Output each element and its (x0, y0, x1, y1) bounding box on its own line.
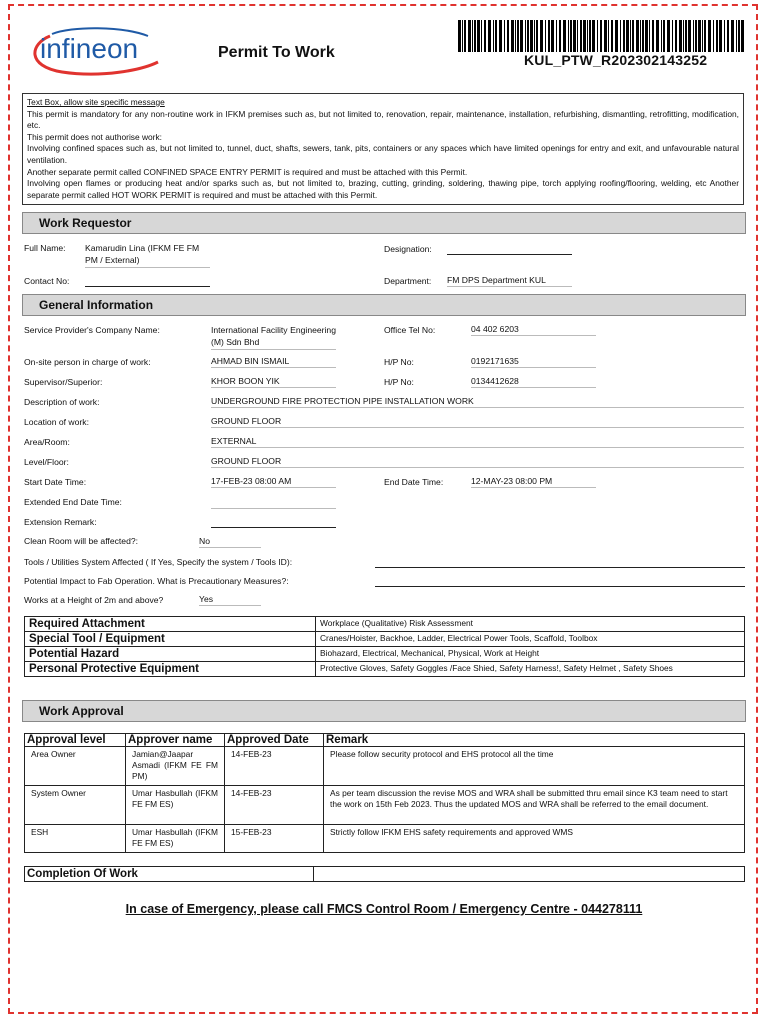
barcode-bar (667, 20, 670, 52)
approval-table (24, 733, 745, 853)
column-header: Approver name (126, 734, 225, 747)
approved-date: 15-FEB-23 (225, 825, 324, 853)
barcode-bar (527, 20, 529, 52)
table-row (25, 647, 745, 662)
hp2-label: H/P No: (384, 377, 414, 387)
barcode-bar (623, 20, 625, 52)
approval-level: Area Owner (25, 747, 126, 786)
hp1-label: H/P No: (384, 357, 414, 367)
tools-field (375, 567, 745, 568)
impact-label: Potential Impact to Fab Operation. What is Precautionary Measures?: (24, 576, 289, 586)
barcode-bar (685, 20, 687, 52)
description-label: Description of work: (24, 397, 100, 407)
barcode-bar (724, 20, 725, 52)
clean-room-label: Clean Room will be affected?: (24, 536, 139, 546)
barcode-bar (713, 20, 714, 52)
approver-name: Jamian@Jaapar Asmadi (IFKM FE FM PM) (126, 747, 225, 786)
barcode-bar (611, 20, 613, 52)
barcode-bar (481, 20, 482, 52)
barcode-bar (661, 20, 662, 52)
requirements-table (24, 616, 745, 677)
barcode-bar (656, 20, 659, 52)
barcode-bar (472, 20, 473, 52)
contact-label: Contact No: (24, 276, 70, 286)
infineon-logo (22, 22, 162, 80)
completion-table (24, 866, 745, 882)
barcode-bar (716, 20, 718, 52)
requirement-value: Workplace (Qualitative) Risk Assessment (316, 617, 745, 632)
barcode-bar (608, 20, 609, 52)
designation-label: Designation: (384, 244, 432, 254)
approved-date: 14-FEB-23 (225, 747, 324, 786)
column-header: Remark (324, 734, 745, 747)
message-line: Involving open flames or producing heat and/or sparks such as, but not limited to, brazing, cutting, grinding, soldering, thawing pipe, torch applying roofing/flooring, welding, etc Another separate permit called HOT WORK PERMIT is required and must be attached with this Permit. (27, 178, 739, 200)
table-row (25, 617, 745, 632)
page-title: Permit To Work (218, 44, 335, 61)
barcode-bar (741, 20, 744, 52)
barcode-bar (587, 20, 588, 52)
table-row (25, 825, 745, 853)
barcode-bar (630, 20, 631, 52)
barcode-bar (675, 20, 677, 52)
barcode-bar (683, 20, 684, 52)
barcode-bar (702, 20, 703, 52)
message-line: Involving confined spaces such as, but not limited to, tunnel, duct, shafts, sewers, tank, pits, containers or any spaces which have limited openings for entry and exit, and unfavourable natural ventilation. (27, 143, 739, 165)
barcode-bar (534, 20, 535, 52)
approval-level: System Owner (25, 786, 126, 825)
barcode-bar (592, 20, 595, 52)
barcode-bar (688, 20, 691, 52)
barcode-bar (477, 20, 480, 52)
barcode-bar (626, 20, 629, 52)
requirement-label: Potential Hazard (25, 647, 316, 662)
barcode-bar (559, 20, 561, 52)
barcode-bar (525, 20, 526, 52)
full-name-value: Kamarudin Lina (IFKM FE FM PM / External) (85, 242, 210, 268)
start-label: Start Date Time: (24, 477, 87, 487)
barcode-bar (719, 20, 722, 52)
barcode-bar (649, 20, 650, 52)
message-line: Another separate permit called CONFINED SPACE ENTRY PERMIT is required and must be attached with this Permit. (27, 166, 468, 177)
full-name-label: Full Name: (24, 243, 66, 253)
approval-level: ESH (25, 825, 126, 853)
barcode-bar (536, 20, 538, 52)
approval-remark: As per team discussion the revise MOS and WRA shall be submitted thru email since K3 team need to start the work on 15th Feb 2023. Thus the updated MOS and WRA shall be referred to the email document. (324, 786, 745, 825)
clean-room-value: No (199, 536, 261, 548)
barcode-bar (504, 20, 505, 52)
office-tel-value: 04 402 6203 (471, 324, 596, 336)
message-heading: Text Box, allow site specific message (27, 97, 165, 107)
contact-field (85, 286, 210, 287)
barcode-bar (507, 20, 509, 52)
site-message-box (22, 93, 744, 205)
barcode-bar (632, 20, 634, 52)
barcode-bar (693, 20, 694, 52)
impact-field (375, 586, 745, 587)
barcode-bar (570, 20, 572, 52)
barcode-bar (731, 20, 734, 52)
hp1-value: 0192171635 (471, 356, 596, 368)
barcode-bar (488, 20, 491, 52)
ext-remark-field (211, 527, 336, 528)
level-value: GROUND FLOOR (211, 456, 744, 468)
supervisor-label: Supervisor/Superior: (24, 377, 103, 387)
tools-label: Tools / Utilities System Affected ( If Yes, Specify the system / Tools ID): (24, 557, 293, 567)
barcode-bar (462, 20, 463, 52)
table-row (25, 662, 745, 677)
message-line: This permit is mandatory for any non-routine work in IFKM premises such as, but not limited to, renovation, repair, maintenance, installation, refurbishing, dismantling, retrofitting, modification, etc. (27, 108, 739, 131)
location-value: GROUND FLOOR (211, 416, 744, 428)
completion-value (314, 867, 745, 882)
end-label: End Date Time: (384, 477, 444, 487)
barcode-bar (583, 20, 586, 52)
requirement-value: Protective Gloves, Safety Goggles /Face Shied, Safety Harness!, Safety Helmet , Safety Shoes (316, 662, 745, 677)
level-label: Level/Floor: (24, 457, 69, 467)
area-label: Area/Room: (24, 437, 70, 447)
barcode-bar (458, 20, 461, 52)
barcode-bar (515, 20, 516, 52)
emergency-notice (0, 902, 768, 916)
column-header: Approved Date (225, 734, 324, 747)
department-label: Department: (384, 276, 432, 286)
barcode-bar (589, 20, 591, 52)
barcode-bar (727, 20, 729, 52)
end-value: 12-MAY-23 08:00 PM (471, 476, 596, 488)
barcode-bar (672, 20, 673, 52)
barcode-bar (511, 20, 514, 52)
barcode-bar (468, 20, 471, 52)
barcode-bar (545, 20, 546, 52)
hp2-value: 0134412628 (471, 376, 596, 388)
barcode-bar (520, 20, 523, 52)
approved-date: 14-FEB-23 (225, 786, 324, 825)
barcode-bar (484, 20, 486, 52)
barcode-bar (604, 20, 607, 52)
description-value: UNDERGROUND FIRE PROTECTION PIPE INSTALLATION WORK (211, 396, 744, 408)
section-work-approval: Work Approval (22, 700, 746, 722)
barcode-bar (663, 20, 665, 52)
barcode-bar (615, 20, 618, 52)
barcode-bar (652, 20, 654, 52)
barcode-bar (577, 20, 578, 52)
barcode-bar (640, 20, 641, 52)
onsite-label: On-site person in charge of work: (24, 357, 151, 367)
table-header-row (25, 734, 745, 747)
department-value: FM DPS Department KUL (447, 275, 572, 287)
requirement-value: Cranes/Hoister, Backhoe, Ladder, Electrical Power Tools, Scaffold, Toolbox (316, 632, 745, 647)
height-value: Yes (199, 594, 261, 606)
barcode-bar (474, 20, 476, 52)
barcode-bar (551, 20, 554, 52)
logo-text: infineon (40, 33, 139, 64)
barcode-bar (695, 20, 697, 52)
requirement-label: Personal Protective Equipment (25, 662, 316, 677)
barcode-bar (738, 20, 740, 52)
ext-remark-label: Extension Remark: (24, 517, 97, 527)
table-row (25, 867, 745, 882)
ext-end-label: Extended End Date Time: (24, 497, 122, 507)
onsite-value: AHMAD BIN ISMAIL (211, 356, 336, 368)
approver-name: Umar Hasbullah (IFKM FE FM ES) (126, 786, 225, 825)
barcode-bar (540, 20, 543, 52)
start-value: 17-FEB-23 08:00 AM (211, 476, 336, 488)
barcode-bar (517, 20, 519, 52)
designation-field (447, 254, 572, 255)
barcode-bar (642, 20, 644, 52)
barcode-bar (495, 20, 497, 52)
column-header: Approval level (25, 734, 126, 747)
section-general-information: General Information (22, 294, 746, 316)
barcode (456, 20, 744, 54)
company-label: Service Provider's Company Name: (24, 325, 160, 335)
barcode-bar (698, 20, 701, 52)
barcode-bar (636, 20, 639, 52)
supervisor-value: KHOR BOON YIK (211, 376, 336, 388)
emergency-text: In case of Emergency, please call FMCS Control Room / Emergency Centre - 044278111 (125, 902, 643, 916)
permit-number: KUL_PTW_R202302143252 (524, 52, 708, 68)
barcode-bar (580, 20, 582, 52)
barcode-bar (556, 20, 557, 52)
table-row (25, 632, 745, 647)
requirement-label: Required Attachment (25, 617, 316, 632)
barcode-bar (679, 20, 682, 52)
requirement-label: Special Tool / Equipment (25, 632, 316, 647)
area-value: EXTERNAL (211, 436, 744, 448)
approval-remark: Please follow security protocol and EHS protocol all the time (324, 747, 745, 786)
barcode-bar (563, 20, 566, 52)
section-work-requestor: Work Requestor (22, 212, 746, 234)
barcode-bar (568, 20, 569, 52)
ext-end-field (211, 508, 336, 509)
barcode-bar (736, 20, 737, 52)
barcode-bar (530, 20, 533, 52)
barcode-bar (645, 20, 648, 52)
approval-remark: Strictly follow IFKM EHS safety requirements and approved WMS (324, 825, 745, 853)
barcode-bar (464, 20, 466, 52)
barcode-bar (548, 20, 550, 52)
table-row (25, 747, 745, 786)
office-tel-label: Office Tel No: (384, 325, 436, 335)
location-label: Location of work: (24, 417, 89, 427)
height-label: Works at a Height of 2m and above? (24, 595, 164, 605)
barcode-bar (597, 20, 598, 52)
barcode-bar (704, 20, 706, 52)
barcode-bar (620, 20, 621, 52)
completion-label: Completion Of Work (25, 867, 314, 882)
barcode-bar (499, 20, 502, 52)
message-line: This permit does not authorise work: (27, 131, 162, 142)
barcode-bar (493, 20, 494, 52)
table-row (25, 786, 745, 825)
barcode-bar (708, 20, 711, 52)
barcode-bar (573, 20, 576, 52)
approver-name: Umar Hasbullah (IFKM FE FM ES) (126, 825, 225, 853)
barcode-bar (600, 20, 602, 52)
requirement-value: Biohazard, Electrical, Mechanical, Physical, Work at Height (316, 647, 745, 662)
company-value: International Facility Engineering (M) Sdn Bhd (211, 324, 336, 350)
